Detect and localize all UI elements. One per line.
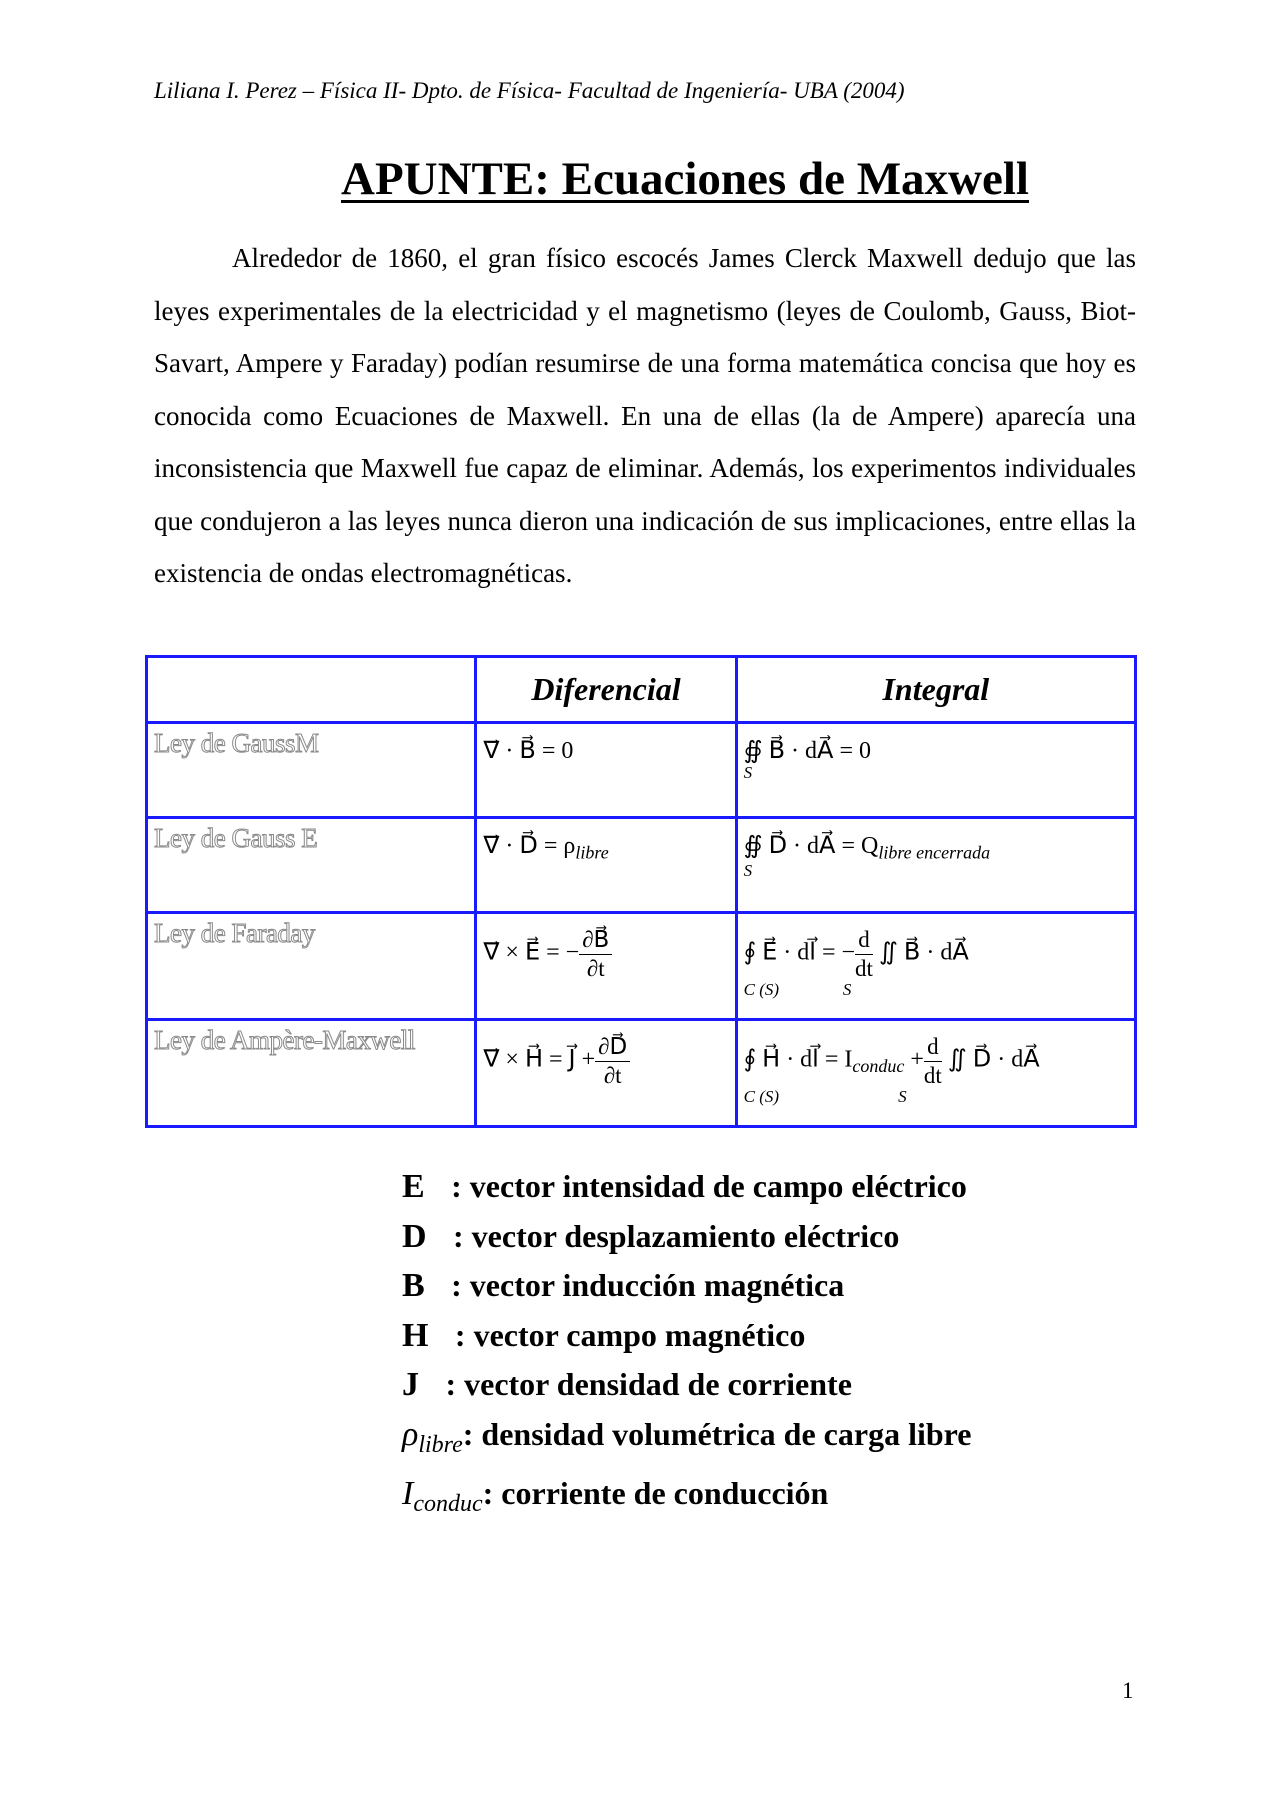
denominator: ∂t bbox=[586, 955, 605, 981]
integral-limit: S bbox=[743, 861, 753, 881]
header-empty bbox=[147, 657, 476, 723]
law-name: Ley de Ampère-Maxwell bbox=[154, 1025, 415, 1055]
legend-item: $\rho_{libre}$: densidad volumétrica de carga libre bbox=[402, 1415, 972, 1458]
equation-body: ∇⃗ · D⃗ = ρ bbox=[483, 833, 576, 859]
differential-equation bbox=[483, 918, 612, 982]
equation-body: ∯ D⃗ · dA⃗ = Q bbox=[743, 833, 879, 859]
legend-item: $I_{conduc}$: corriente de conducción bbox=[402, 1475, 829, 1518]
equation-body: ∮ E⃗ · dl⃗ = − bbox=[743, 939, 856, 966]
integral-equation: ∯ B⃗ · dA⃗ = 0 bbox=[743, 738, 871, 764]
legend-item: E⃗: vector intensidad de campo eléctrico bbox=[402, 1168, 967, 1205]
legend-item: D⃗: vector desplazamiento eléctrico bbox=[402, 1217, 900, 1255]
equation-body: ∇⃗ × H⃗ = J⃗ + bbox=[483, 1046, 596, 1073]
legend-item: H⃗: vector campo magnético bbox=[402, 1316, 806, 1354]
subscript: libre encerrada bbox=[878, 842, 991, 863]
integral-limit: C (S) S bbox=[743, 980, 852, 1000]
equation-body: ∇⃗ × E⃗ = − bbox=[483, 939, 580, 966]
numerator: d bbox=[855, 926, 873, 955]
table-row bbox=[147, 723, 1136, 818]
maxwell-equations-table bbox=[145, 655, 1137, 1128]
fraction bbox=[595, 1033, 630, 1089]
fraction bbox=[924, 1033, 942, 1089]
law-name: Ley de Gauss E bbox=[154, 823, 318, 853]
header-integral: Integral bbox=[736, 657, 1135, 723]
fraction bbox=[579, 926, 612, 982]
numerator: d bbox=[924, 1033, 942, 1062]
differential-equation: ∇⃗ · B⃗ = 0 bbox=[483, 738, 574, 764]
integral-equation bbox=[744, 823, 991, 863]
law-name: Ley de Faraday bbox=[154, 918, 315, 948]
subscript: libre bbox=[575, 842, 609, 863]
running-header: Liliana I. Perez – Física II- Dpto. de Física- Facultad de Ingeniería- UBA (2004) bbox=[154, 78, 905, 103]
numerator: ∂D⃗ bbox=[595, 1033, 630, 1062]
integral-limit: C (S) S bbox=[743, 1087, 907, 1107]
table-row bbox=[147, 913, 1136, 1020]
equation-body: ∮ H⃗ · dl⃗ = I bbox=[743, 1046, 853, 1073]
denominator: ∂t bbox=[603, 1062, 622, 1088]
differential-equation bbox=[483, 1025, 630, 1089]
table-row bbox=[147, 1020, 1136, 1127]
denominator: dt bbox=[923, 1062, 942, 1088]
integral-equation: ∮ H⃗ · dl⃗ = $I_{conduc}$ + $\frac{d}{dt}$ ∬ D⃗ · dA⃗ bbox=[743, 1034, 1040, 1088]
numerator: ∂B⃗ bbox=[579, 926, 612, 955]
legend-item: B⃗: vector inducción magnética bbox=[402, 1267, 845, 1304]
equation-body: ∬ D⃗ · dA⃗ bbox=[947, 1046, 1040, 1073]
law-name: Ley de GaussM bbox=[154, 728, 319, 758]
header-diferencial: Diferencial bbox=[476, 657, 736, 723]
integral-equation bbox=[744, 918, 969, 982]
table-row bbox=[147, 818, 1136, 913]
page-number: 1 bbox=[1122, 1678, 1134, 1703]
subscript: conduc bbox=[852, 1056, 905, 1076]
integral-limit: S bbox=[743, 763, 753, 782]
intro-paragraph: Alrededor de 1860, el gran físico escocés James Clerck Maxwell dedujo que las leyes experimentales de la electricidad y el magnetismo (leyes de Coulomb, Gauss, Biot-Savart, Ampere y Faraday) podían resumirse de una forma matemática concisa que hoy es conocida como Ecuaciones de Maxwell. En una de ellas (la de Ampere) aparecía una inconsistencia que Maxwell fue capaz de eliminar. Además, los experimentos individuales que condujeron a las leyes nunca dieron una indicación de sus implicaciones, entre ellas la existencia de ondas electromagnéticas. bbox=[154, 243, 1136, 588]
page-title: APUNTE: Ecuaciones de Maxwell bbox=[341, 153, 1029, 205]
table-header-row bbox=[147, 657, 1136, 723]
fraction bbox=[855, 926, 873, 982]
legend-item: J⃗: vector densidad de corriente bbox=[402, 1366, 852, 1403]
differential-equation bbox=[483, 823, 608, 863]
denominator: dt bbox=[855, 955, 873, 981]
symbol-legend bbox=[402, 1162, 971, 1529]
equation-body: ∬ B⃗ · dA⃗ bbox=[878, 939, 969, 966]
